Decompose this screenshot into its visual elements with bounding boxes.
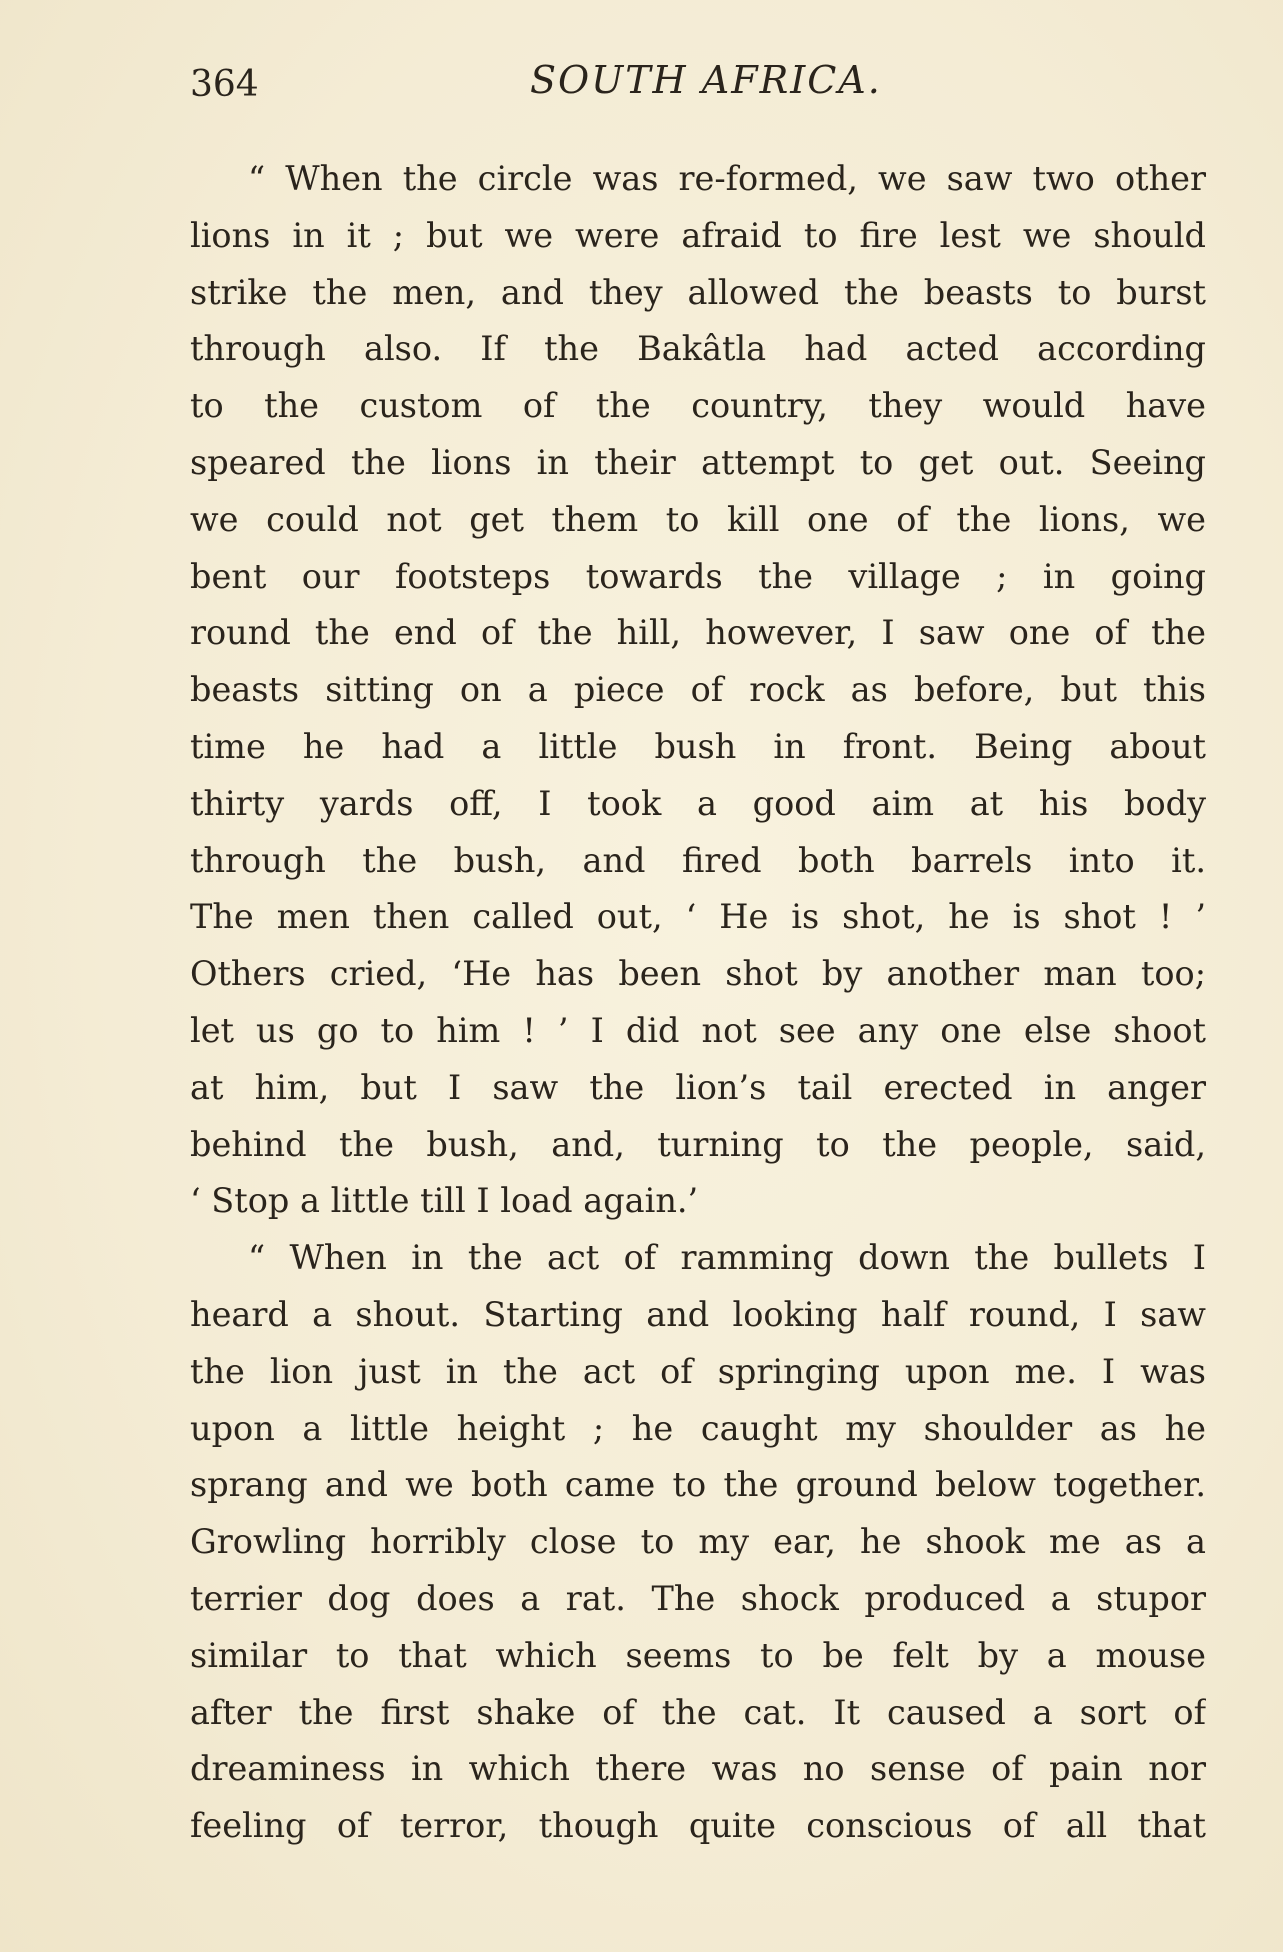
text-line: feeling of terror, though quite conscious of all that [190, 1806, 1206, 1846]
text-line: The men then called out, ‘ He is shot, he is shot ! ’ [190, 897, 1206, 937]
text-line: Others cried, ‘He has been shot by another man too; [190, 954, 1206, 994]
text-line: through also. If the Bakâtla had acted according [190, 329, 1206, 369]
text-line: let us go to him ! ’ I did not see any one else shoot [190, 1010, 1206, 1050]
text-line: sprang and we both came to the ground below together. [190, 1465, 1206, 1505]
body-text [190, 151, 1206, 1855]
text-line: the lion just in the act of springing upon me. I was [190, 1351, 1206, 1391]
text-line: after the first shake of the cat. It caused a sort of [190, 1692, 1206, 1732]
text-line: speared the lions in their attempt to get out. Seeing [190, 442, 1206, 482]
text-line: behind the bush, and, turning to the people, said, [190, 1124, 1206, 1164]
running-head [190, 58, 1210, 118]
text-line: “ When the circle was re-formed, we saw two other [248, 159, 1206, 198]
text-line: ‘ Stop a little till I load again.’ [190, 1181, 699, 1221]
text-line: at him, but I saw the lion’s tail erected in anger [190, 1067, 1206, 1107]
text-line: heard a shout. Starting and looking half round, I saw [190, 1294, 1206, 1334]
text-line: beasts sitting on a piece of rock as before, but this [190, 670, 1206, 710]
text-line: dreaminess in which there was no sense of pain nor [190, 1749, 1206, 1789]
text-line: we could not get them to kill one of the lions, we [190, 499, 1206, 539]
running-title: SOUTH AFRICA. [530, 58, 882, 102]
text-line: time he had a little bush in front. Being about [190, 726, 1206, 766]
text-line: through the bush, and fired both barrels into it. [190, 840, 1206, 880]
text-line: bent our footsteps towards the village ; in going [190, 556, 1206, 596]
text-line: round the end of the hill, however, I saw one of the [190, 613, 1206, 653]
text-line: strike the men, and they allowed the beasts to burst [190, 272, 1206, 312]
text-line: “ When in the act of ramming down the bullets I [248, 1238, 1206, 1278]
text-line: thirty yards off, I took a good aim at his body [190, 783, 1206, 823]
text-line: similar to that which seems to be felt by a mouse [190, 1635, 1206, 1675]
text-line: to the custom of the country, they would have [190, 386, 1206, 426]
text-line: terrier dog does a rat. The shock produced a stupor [190, 1578, 1206, 1618]
text-line: lions in it ; but we were afraid to fire lest we should [190, 215, 1206, 255]
page-number: 364 [190, 64, 259, 105]
text-line: Growling horribly close to my ear, he shook me as a [190, 1522, 1206, 1562]
text-line: upon a little height ; he caught my shoulder as he [190, 1408, 1206, 1448]
